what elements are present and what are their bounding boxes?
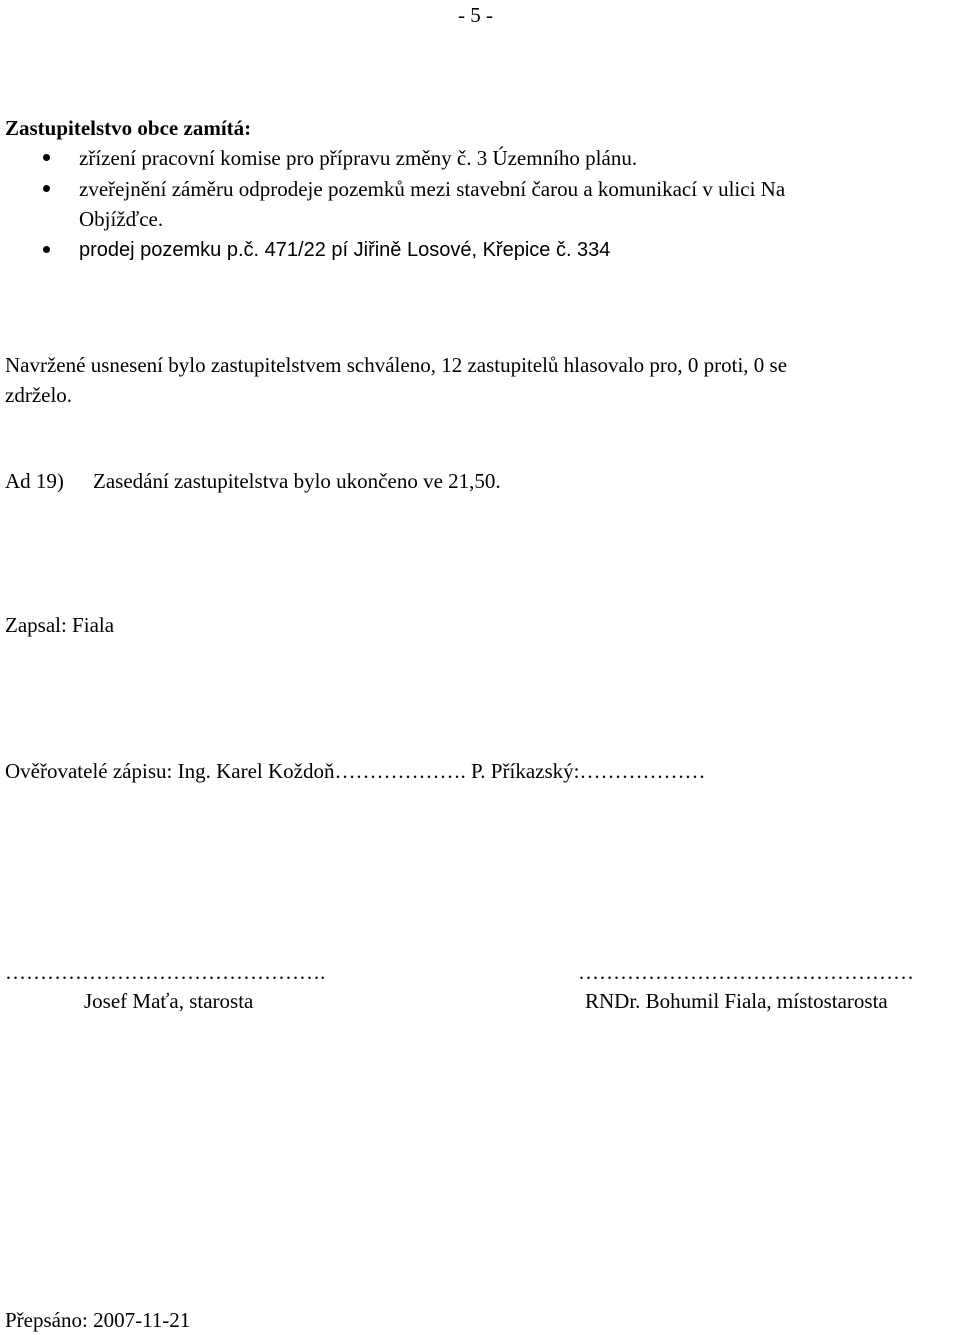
signature-line-left: ………………………………………. — [5, 962, 326, 982]
signature-name-left: Josef Maťa, starosta — [84, 989, 254, 1013]
bullet-icon — [43, 246, 50, 253]
bullet-icon — [43, 154, 50, 161]
reject-item-2-continuation: Objížďce. — [79, 207, 164, 231]
signature-line-right: ………………………………………… — [578, 962, 914, 982]
verifiers-line: Ověřovatelé zápisu: Ing. Karel Koždoň………………. P. Příkazský:……………… — [5, 759, 706, 783]
item-19-label: Ad 19) — [5, 469, 64, 493]
vote-result-continuation: zdrželo. — [5, 383, 73, 407]
bullet-icon — [43, 185, 50, 192]
reject-item-3: prodej pozemku p.č. 471/22 pí Jiřině Losové, Křepice č. 334 — [79, 239, 611, 261]
vote-result: Navržené usnesení bylo zastupitelstvem schváleno, 12 zastupitelů hlasovalo pro, 0 proti, 0 se — [5, 353, 788, 377]
recorded-by: Zapsal: Fiala — [5, 613, 115, 637]
page-number: - 5 - — [458, 3, 493, 27]
item-19-text: Zasedání zastupitelstva bylo ukončeno ve 21,50. — [93, 469, 501, 493]
rejects-heading: Zastupitelstvo obce zamítá: — [5, 116, 252, 140]
reject-item-2: zveřejnění záměru odprodeje pozemků mezi stavební čarou a komunikací v ulici Na — [79, 177, 786, 201]
transcribed-date: Přepsáno: 2007-11-21 — [5, 1308, 191, 1332]
signature-name-right: RNDr. Bohumil Fiala, místostarosta — [585, 989, 888, 1013]
reject-item-1: zřízení pracovní komise pro přípravu změny č. 3 Územního plánu. — [79, 146, 638, 170]
